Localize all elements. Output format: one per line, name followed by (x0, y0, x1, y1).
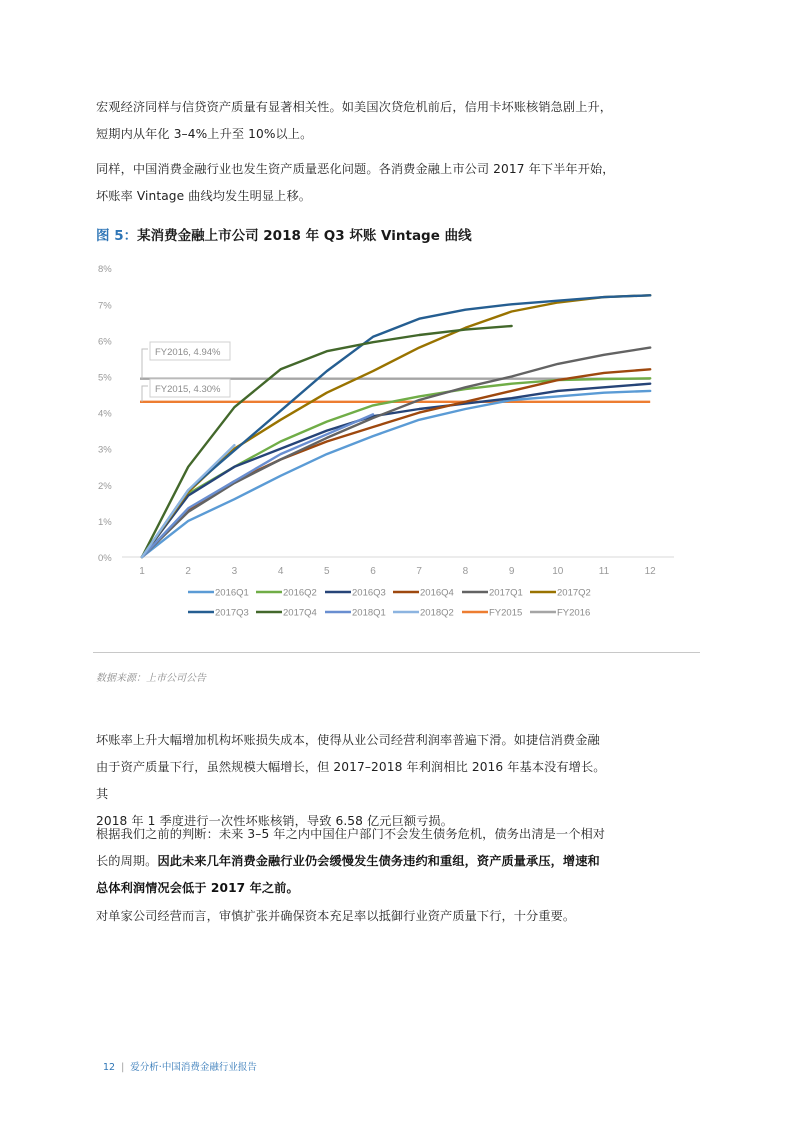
y-tick-label: 5% (98, 372, 112, 384)
y-tick-label: 6% (98, 336, 112, 348)
paragraph-conclusion (96, 903, 616, 930)
x-tick-label: 6 (370, 566, 376, 577)
annotation-leader (142, 349, 148, 379)
footer-separator: | (121, 1062, 125, 1073)
paragraph-line: 同样，中国消费金融行业也发生资产质量恶化问题。各消费金融上市公司 2017 年下半年开始， (96, 162, 615, 176)
x-tick-label: 3 (231, 566, 238, 577)
series-line-2016q1 (142, 391, 650, 557)
legend-item-fy2015 (462, 608, 522, 619)
x-axis (122, 557, 674, 577)
annotation-label: FY2015, 4.30% (155, 384, 221, 395)
paragraph-china-deterioration (96, 156, 616, 210)
annotation-leader (142, 386, 148, 402)
paragraph-line: 由于资产质量下行，虽然规模大幅增长，但 2017–2018 年利润相比 2016 年基本没有增长。其 (96, 760, 606, 801)
paragraph-line: 对单家公司经营而言，审慎扩张并确保资本充足率以抵御行业资产质量下行，十分重要。 (96, 909, 576, 923)
legend-label: 2016Q4 (420, 587, 454, 599)
figure-number: 图 5： (96, 228, 138, 244)
data-source: 数据来源：上市公司公告 (96, 673, 206, 684)
paragraph-text: 长的周期。 (96, 854, 158, 868)
y-tick-label: 2% (98, 480, 112, 492)
y-tick-label: 1% (98, 516, 112, 528)
annotations (142, 342, 230, 402)
legend-label: FY2015 (489, 607, 523, 619)
series-line-2016q2 (142, 378, 650, 557)
x-tick-label: 8 (462, 566, 469, 577)
legend-item-2017q3 (188, 608, 249, 619)
x-tick-label: 9 (508, 566, 515, 577)
paragraph-line (96, 875, 616, 902)
legend-label: 2016Q3 (352, 587, 386, 599)
y-tick-label: 0% (98, 553, 112, 564)
legend-item-2018q2 (393, 608, 454, 619)
legend-label: 2018Q1 (352, 607, 386, 619)
x-tick-label: 1 (139, 566, 145, 577)
vintage-line-chart (90, 255, 690, 635)
series-line-2018q1 (142, 414, 373, 557)
paragraph-line: 2018 年 1 季度进行一次性坏账核销，导致 6.58 亿元巨额亏损。 (96, 814, 454, 828)
figure-divider (93, 652, 700, 653)
page-footer (103, 1059, 257, 1073)
legend-item-2016q2 (256, 588, 317, 599)
legend-item-2016q1 (188, 588, 249, 599)
x-tick-label: 2 (185, 566, 191, 577)
x-tick-label: 11 (598, 566, 610, 577)
legend-label: 2017Q2 (557, 587, 591, 599)
x-tick-label: 5 (324, 566, 330, 577)
report-title: 爱分析·中国消费金融行业报告 (130, 1062, 257, 1073)
legend-label: 2016Q2 (283, 587, 317, 599)
legend-label: 2016Q1 (215, 587, 249, 599)
legend-item-2017q2 (530, 588, 591, 599)
paragraph-emphasis: 因此未来几年消费金融行业仍会缓慢发生债务违约和重组，资产质量承压，增速和 (157, 854, 600, 868)
legend-item-2018q1 (325, 608, 386, 619)
legend-label: 2017Q3 (215, 607, 249, 619)
x-tick-label: 10 (552, 566, 564, 577)
legend-item-2017q4 (256, 608, 317, 619)
legend-label: FY2016 (557, 607, 591, 619)
legend-item-fy2016 (530, 608, 590, 619)
chart-legend (188, 588, 591, 619)
x-tick-label: 7 (416, 566, 422, 577)
paragraph-line: 宏观经济同样与信贷资产质量有显著相关性。如美国次贷危机前后，信用卡坏账核销急剧上升， (96, 100, 613, 114)
paragraph-line (96, 848, 616, 875)
legend-label: 2018Q2 (420, 607, 454, 619)
paragraph-line: 短期内从年化 3–4%上升至 10%以上。 (96, 127, 313, 141)
legend-label: 2017Q1 (489, 587, 523, 599)
legend-item-2016q3 (325, 588, 386, 599)
figure-caption: 某消费金融上市公司 2018 年 Q3 坏账 Vintage 曲线 (137, 228, 472, 244)
paragraph-emphasis: 总体利润情况会低于 2017 年之前。 (96, 881, 299, 895)
paragraph-profit-impact (96, 727, 616, 835)
y-tick-label: 4% (98, 408, 112, 420)
paragraph-outlook (96, 821, 616, 902)
annotation-label: FY2016, 4.94% (155, 347, 221, 358)
legend-label: 2017Q4 (283, 607, 317, 619)
paragraph-line: 根据我们之前的判断：未来 3–5 年之内中国住户部门不会发生债务危机，债务出清是一个相对 (96, 827, 606, 841)
paragraph-line: 坏账率上升大幅增加机构坏账损失成本，使得从业公司经营利润率普遍下滑。如捷信消费金融 (96, 733, 600, 747)
page-number: 12 (103, 1062, 116, 1073)
series-lines (142, 295, 650, 557)
legend-item-2016q4 (393, 588, 454, 599)
paragraph-macro-credit (96, 94, 616, 148)
x-tick-label: 12 (644, 566, 656, 577)
figure-title (96, 224, 472, 244)
paragraph-line: 坏账率 Vintage 曲线均发生明显上移。 (96, 189, 312, 203)
x-tick-label: 4 (277, 566, 284, 577)
y-tick-label: 3% (98, 444, 112, 456)
y-axis (98, 264, 112, 564)
legend-item-2017q1 (462, 588, 523, 599)
y-tick-label: 7% (98, 300, 112, 312)
y-tick-label: 8% (98, 264, 112, 276)
